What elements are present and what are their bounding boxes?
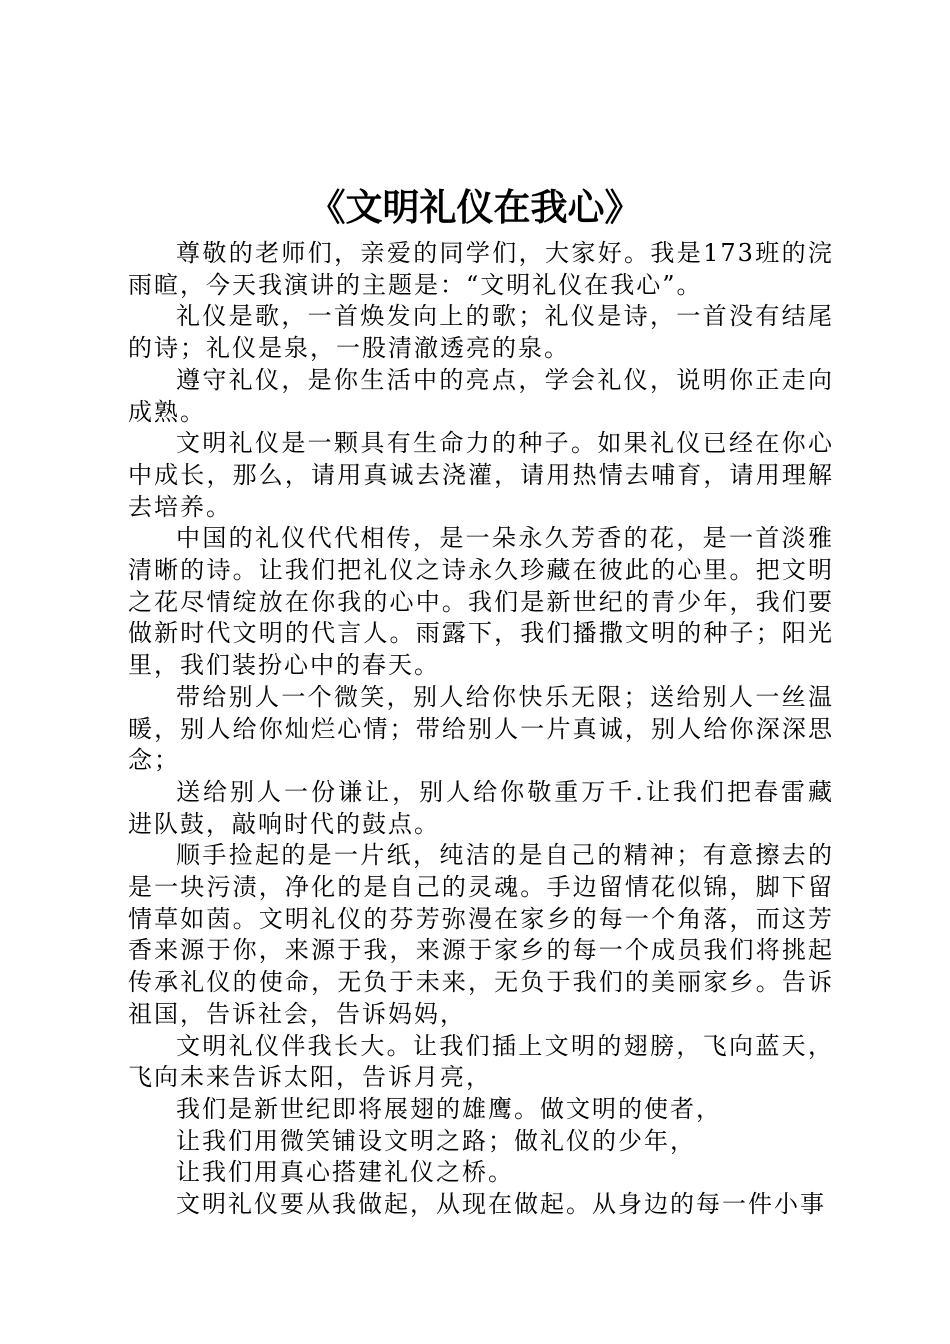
paragraph-give-modesty: 送给别人一份谦让，别人给你敬重万千.让我们把春雷藏进队鼓，敲响时代的鼓点。	[128, 777, 834, 838]
paragraph-greeting: 尊敬的老师们，亲爱的同学们，大家好。我是173班的浣雨暄，今天我演讲的主题是：“文明礼仪在我心”。	[128, 239, 834, 299]
paragraph-smile-road: 让我们用微笑铺设文明之路；做礼仪的少年，	[176, 1126, 696, 1155]
paragraph-pick-up-paper: 顺手捡起的是一片纸，纯洁的是自己的精神；有意擦去的是一块污渍，净化的是自己的灵魂。手边留情花似锦，脚下留情草如茵。文明礼仪的芬芳弥漫在家乡的每一个角落，而这芳香来源于你，来源于我，来源于家乡的每一个成员我们将挑起传承礼仪的使命，无负于未来，无负于我们的美丽家乡。告诉祖国，告诉社会，告诉妈妈，	[128, 841, 834, 1028]
paragraph-start-from-me: 文明礼仪要从我做起，从现在做起。从身边的每一件小事	[176, 1190, 826, 1219]
paragraph-song-poem-spring: 礼仪是歌，一首焕发向上的歌；礼仪是诗，一首没有结尾的诗；礼仪是泉，一股清澈透亮的泉。	[128, 302, 834, 363]
document-body	[128, 238, 834, 1221]
paragraph-eagles: 我们是新世纪即将展翅的雄鹰。做文明的使者，	[176, 1094, 722, 1123]
paragraph-give-smile: 带给别人一个微笑，别人给你快乐无限；送给别人一丝温暖，别人给你灿烂心情；带给别人一片真诚，别人给你深深思念；	[128, 682, 834, 775]
document-title: 《文明礼仪在我心》	[308, 186, 642, 229]
paragraph-seed: 文明礼仪是一颗具有生命力的种子。如果礼仪已经在你心中成长，那么，请用真诚去浇灌，请用热情去哺育，请用理解去培养。	[128, 429, 834, 521]
paragraph-chinese-etiquette: 中国的礼仪代代相传，是一朵永久芳香的花，是一首淡雅清晰的诗。让我们把礼仪之诗永久珍藏在彼此的心里。把文明之花尽情绽放在你我的心中。我们是新世纪的青少年，我们要做新时代文明的代言人。雨露下，我们播撒文明的种子；阳光里，我们装扮心中的春天。	[128, 524, 834, 680]
paragraph-heart-bridge: 让我们用真心搭建礼仪之桥。	[176, 1158, 514, 1187]
paragraph-grow-up: 文明礼仪伴我长大。让我们插上文明的翅膀，飞向蓝天，飞向未来告诉太阳，告诉月亮，	[128, 1031, 834, 1092]
paragraph-observe-etiquette: 遵守礼仪，是你生活中的亮点，学会礼仪，说明你正走向成熟。	[128, 365, 834, 426]
